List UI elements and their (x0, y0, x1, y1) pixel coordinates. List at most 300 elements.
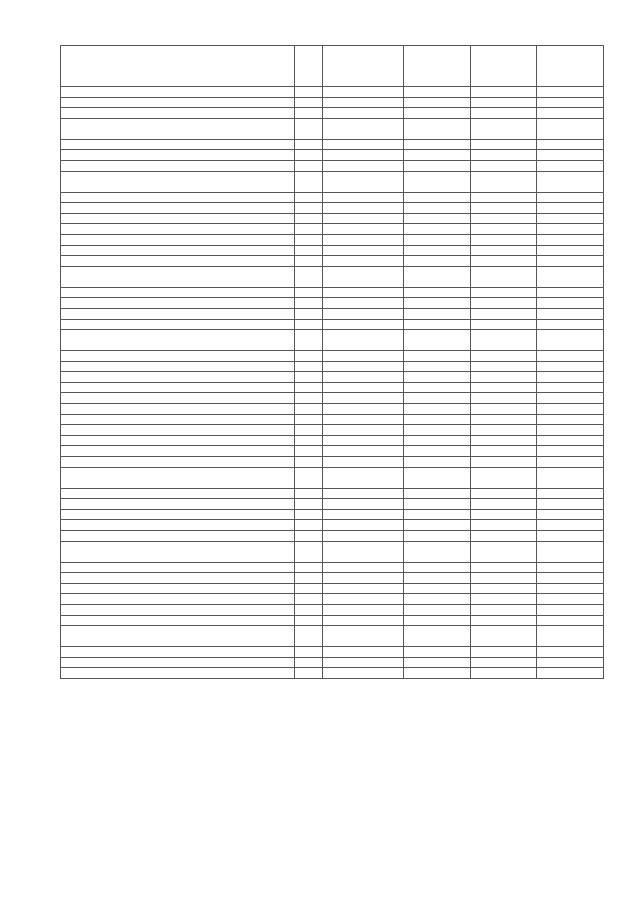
table-row (61, 298, 604, 309)
table-cell (537, 87, 604, 98)
table-row (61, 382, 604, 393)
table-cell (322, 245, 404, 256)
table-cell (537, 446, 604, 457)
table-cell (322, 414, 404, 425)
table-row (61, 118, 604, 139)
table-cell (404, 150, 471, 161)
table-cell (322, 509, 404, 520)
table-cell (295, 118, 322, 139)
table-cell (61, 488, 295, 499)
table-cell (404, 414, 471, 425)
table-cell (404, 287, 471, 298)
table-cell (61, 87, 295, 98)
table-cell (404, 245, 471, 256)
table-row (61, 234, 604, 245)
table-cell (537, 372, 604, 383)
table-cell (404, 604, 471, 615)
table-cell (322, 531, 404, 542)
table-cell (470, 467, 537, 488)
table-cell (61, 626, 295, 647)
table-cell (404, 160, 471, 171)
table-cell (404, 203, 471, 214)
table-row (61, 361, 604, 372)
table-cell (537, 46, 604, 87)
table-cell (470, 531, 537, 542)
table-cell (295, 573, 322, 584)
table-row (61, 499, 604, 510)
table-cell (295, 583, 322, 594)
table-cell (61, 562, 295, 573)
table-cell (61, 203, 295, 214)
table-cell (322, 213, 404, 224)
table-cell (537, 203, 604, 214)
table-row (61, 245, 604, 256)
table-cell (537, 256, 604, 267)
table-cell (322, 234, 404, 245)
table-cell (61, 361, 295, 372)
table-cell (537, 139, 604, 150)
table-row (61, 647, 604, 658)
table-cell (61, 308, 295, 319)
table-cell (322, 150, 404, 161)
table-cell (470, 404, 537, 415)
table-cell (322, 203, 404, 214)
table-cell (404, 372, 471, 383)
table-cell (295, 393, 322, 404)
table-cell (537, 287, 604, 298)
table-cell (61, 446, 295, 457)
table-cell (537, 457, 604, 468)
table-row (61, 488, 604, 499)
table-row (61, 414, 604, 425)
table-cell (537, 626, 604, 647)
table-cell (470, 382, 537, 393)
table-cell (404, 308, 471, 319)
table-cell (470, 160, 537, 171)
table-cell (61, 499, 295, 510)
table-cell (322, 435, 404, 446)
table-cell (470, 604, 537, 615)
table-cell (295, 509, 322, 520)
table-cell (322, 457, 404, 468)
table-cell (295, 562, 322, 573)
table-cell (537, 594, 604, 605)
table-cell (404, 361, 471, 372)
table-row (61, 97, 604, 108)
table-cell (295, 319, 322, 330)
table-cell (295, 308, 322, 319)
table-cell (470, 562, 537, 573)
table-cell (470, 457, 537, 468)
table-cell (404, 192, 471, 203)
table-cell (322, 573, 404, 584)
table-cell (322, 604, 404, 615)
table-cell (470, 245, 537, 256)
table-cell (537, 97, 604, 108)
table-row (61, 657, 604, 668)
table-cell (470, 213, 537, 224)
table-cell (295, 351, 322, 362)
table-cell (537, 520, 604, 531)
table-cell (537, 435, 604, 446)
table-cell (295, 446, 322, 457)
table-row (61, 604, 604, 615)
table-cell (322, 499, 404, 510)
table-cell (295, 287, 322, 298)
table-cell (404, 234, 471, 245)
table-cell (470, 668, 537, 679)
table-cell (404, 573, 471, 584)
table-cell (61, 160, 295, 171)
table-cell (404, 626, 471, 647)
table-cell (322, 372, 404, 383)
table-cell (404, 224, 471, 235)
table-cell (61, 224, 295, 235)
table-row (61, 562, 604, 573)
table-row (61, 171, 604, 192)
table-cell (322, 668, 404, 679)
table-cell (322, 404, 404, 415)
table-row (61, 393, 604, 404)
table-cell (61, 467, 295, 488)
table-cell (537, 150, 604, 161)
table-cell (295, 256, 322, 267)
table-cell (295, 160, 322, 171)
table-cell (295, 171, 322, 192)
table-cell (322, 562, 404, 573)
table-row (61, 203, 604, 214)
table-cell (322, 351, 404, 362)
table-cell (61, 520, 295, 531)
table-cell (537, 657, 604, 668)
table-cell (295, 108, 322, 119)
table-cell (404, 457, 471, 468)
table-row (61, 541, 604, 562)
table-cell (404, 266, 471, 287)
table-cell (404, 330, 471, 351)
table-row (61, 531, 604, 542)
table-cell (322, 256, 404, 267)
table-row (61, 308, 604, 319)
table-row (61, 287, 604, 298)
table-cell (295, 97, 322, 108)
table-cell (470, 488, 537, 499)
table-cell (61, 256, 295, 267)
table-cell (295, 457, 322, 468)
table-cell (295, 213, 322, 224)
table-cell (537, 414, 604, 425)
table-cell (61, 234, 295, 245)
table-cell (537, 393, 604, 404)
table-cell (322, 393, 404, 404)
table-cell (322, 308, 404, 319)
table-cell (404, 541, 471, 562)
table-cell (404, 382, 471, 393)
table-cell (61, 108, 295, 119)
table-cell (470, 139, 537, 150)
table-cell (295, 499, 322, 510)
table-cell (322, 425, 404, 436)
table-cell (295, 87, 322, 98)
table-cell (404, 108, 471, 119)
table-cell (295, 626, 322, 647)
table-cell (537, 573, 604, 584)
table-cell (537, 330, 604, 351)
table-cell (61, 298, 295, 309)
table-cell (537, 488, 604, 499)
table-cell (470, 203, 537, 214)
budget-table-body (61, 46, 604, 679)
table-cell (61, 171, 295, 192)
table-cell (470, 615, 537, 626)
table-cell (322, 330, 404, 351)
table-row (61, 256, 604, 267)
table-row (61, 330, 604, 351)
table-cell (470, 573, 537, 584)
table-cell (322, 224, 404, 235)
table-cell (295, 330, 322, 351)
table-cell (322, 594, 404, 605)
table-row (61, 266, 604, 287)
table-cell (537, 361, 604, 372)
table-cell (470, 97, 537, 108)
table-cell (322, 266, 404, 287)
table-cell (295, 668, 322, 679)
table-cell (404, 594, 471, 605)
table-cell (322, 192, 404, 203)
table-cell (295, 647, 322, 658)
table-row (61, 594, 604, 605)
table-cell (470, 266, 537, 287)
table-cell (295, 266, 322, 287)
table-cell (537, 604, 604, 615)
table-cell (404, 319, 471, 330)
table-cell (61, 330, 295, 351)
table-cell (295, 372, 322, 383)
table-cell (404, 171, 471, 192)
table-cell (295, 361, 322, 372)
table-cell (61, 97, 295, 108)
table-cell (295, 594, 322, 605)
table-cell (61, 192, 295, 203)
table-cell (537, 668, 604, 679)
table-cell (404, 351, 471, 362)
table-cell (537, 467, 604, 488)
table-row (61, 150, 604, 161)
table-cell (322, 139, 404, 150)
table-cell (61, 457, 295, 468)
table-cell (295, 615, 322, 626)
table-cell (470, 171, 537, 192)
table-cell (295, 224, 322, 235)
table-cell (404, 256, 471, 267)
table-cell (295, 150, 322, 161)
table-cell (404, 298, 471, 309)
table-cell (404, 467, 471, 488)
table-cell (322, 118, 404, 139)
table-cell (537, 298, 604, 309)
table-cell (295, 604, 322, 615)
table-cell (322, 319, 404, 330)
table-cell (537, 531, 604, 542)
table-cell (322, 647, 404, 658)
table-cell (295, 382, 322, 393)
table-cell (404, 87, 471, 98)
table-cell (295, 404, 322, 415)
table-cell (322, 446, 404, 457)
table-cell (322, 171, 404, 192)
table-cell (470, 46, 537, 87)
table-cell (470, 308, 537, 319)
table-cell (295, 46, 322, 87)
budget-table (60, 45, 604, 679)
table-cell (404, 531, 471, 542)
table-row (61, 139, 604, 150)
table-cell (322, 583, 404, 594)
table-cell (295, 139, 322, 150)
table-cell (322, 298, 404, 309)
table-cell (295, 425, 322, 436)
table-cell (537, 425, 604, 436)
table-cell (537, 108, 604, 119)
table-row (61, 319, 604, 330)
table-cell (295, 488, 322, 499)
table-row (61, 224, 604, 235)
table-cell (470, 520, 537, 531)
table-cell (537, 351, 604, 362)
table-cell (61, 541, 295, 562)
table-cell (61, 594, 295, 605)
table-cell (470, 499, 537, 510)
table-cell (61, 509, 295, 520)
table-cell (470, 541, 537, 562)
table-row (61, 583, 604, 594)
table-cell (322, 160, 404, 171)
table-cell (537, 171, 604, 192)
table-cell (404, 393, 471, 404)
table-cell (537, 192, 604, 203)
table-row (61, 509, 604, 520)
table-cell (470, 594, 537, 605)
table-cell (322, 488, 404, 499)
table-cell (61, 393, 295, 404)
table-cell (404, 562, 471, 573)
table-cell (470, 425, 537, 436)
table-cell (61, 604, 295, 615)
table-cell (537, 266, 604, 287)
table-cell (61, 531, 295, 542)
table-cell (470, 351, 537, 362)
table-cell (61, 245, 295, 256)
table-cell (470, 393, 537, 404)
table-cell (404, 499, 471, 510)
table-row (61, 615, 604, 626)
table-cell (322, 87, 404, 98)
table-row (61, 404, 604, 415)
table-cell (295, 414, 322, 425)
table-cell (470, 509, 537, 520)
table-cell (322, 467, 404, 488)
table-cell (61, 668, 295, 679)
table-cell (537, 245, 604, 256)
table-cell (61, 647, 295, 658)
table-cell (322, 361, 404, 372)
table-cell (61, 404, 295, 415)
table-cell (61, 351, 295, 362)
table-cell (61, 573, 295, 584)
table-row (61, 573, 604, 584)
table-row (61, 457, 604, 468)
table-cell (470, 446, 537, 457)
table-cell (295, 203, 322, 214)
table-cell (61, 414, 295, 425)
table-cell (537, 308, 604, 319)
table-row (61, 213, 604, 224)
table-cell (295, 520, 322, 531)
table-cell (537, 213, 604, 224)
table-cell (537, 509, 604, 520)
table-cell (404, 657, 471, 668)
table-cell (404, 668, 471, 679)
table-cell (295, 657, 322, 668)
table-cell (61, 657, 295, 668)
table-cell (470, 287, 537, 298)
table-cell (537, 319, 604, 330)
table-cell (537, 160, 604, 171)
table-row (61, 46, 604, 87)
table-cell (537, 562, 604, 573)
table-cell (295, 531, 322, 542)
table-cell (470, 414, 537, 425)
table-cell (404, 425, 471, 436)
table-row (61, 446, 604, 457)
table-cell (295, 234, 322, 245)
table-cell (322, 626, 404, 647)
table-cell (61, 583, 295, 594)
table-cell (295, 467, 322, 488)
table-cell (322, 97, 404, 108)
table-cell (404, 46, 471, 87)
table-row (61, 87, 604, 98)
table-cell (322, 382, 404, 393)
table-cell (322, 541, 404, 562)
table-cell (295, 245, 322, 256)
table-cell (470, 657, 537, 668)
table-cell (322, 108, 404, 119)
table-cell (61, 425, 295, 436)
table-cell (61, 287, 295, 298)
table-cell (470, 150, 537, 161)
table-cell (322, 615, 404, 626)
table-cell (537, 118, 604, 139)
table-cell (322, 657, 404, 668)
table-cell (537, 404, 604, 415)
table-cell (470, 192, 537, 203)
table-cell (404, 615, 471, 626)
table-cell (470, 256, 537, 267)
table-cell (404, 404, 471, 415)
table-cell (537, 224, 604, 235)
table-cell (470, 224, 537, 235)
table-cell (295, 192, 322, 203)
table-cell (404, 118, 471, 139)
table-cell (61, 435, 295, 446)
table-cell (470, 87, 537, 98)
table-cell (470, 118, 537, 139)
table-cell (404, 509, 471, 520)
table-cell (470, 647, 537, 658)
table-cell (470, 583, 537, 594)
